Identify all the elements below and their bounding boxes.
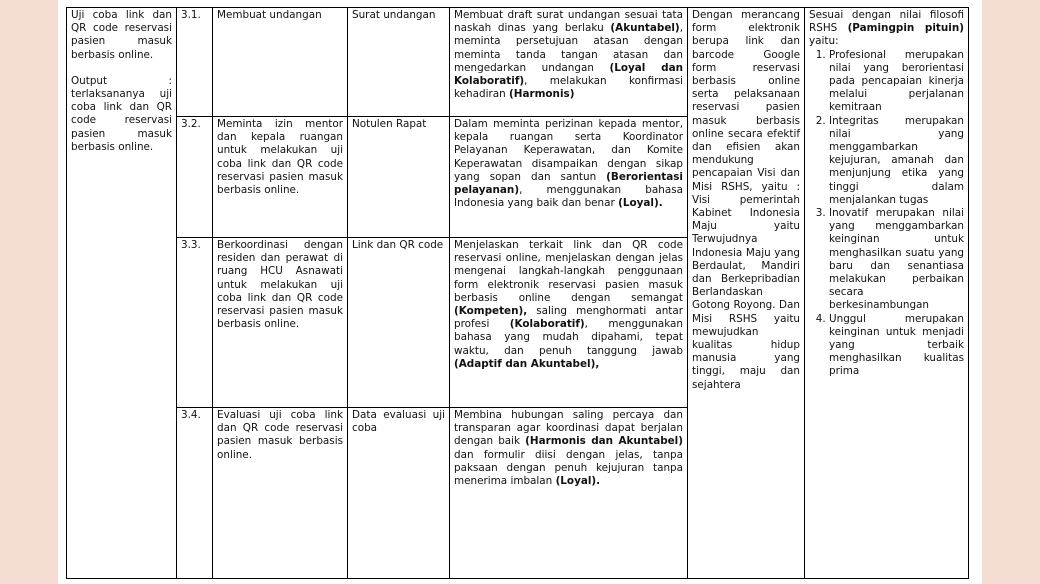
core-value-emphasis: (Adaptif dan Akuntabel), [454, 357, 600, 370]
task-text: Evaluasi uji coba link dan QR code reservasi pasien masuk berbasis online. [213, 408, 348, 579]
description-run: Menjelaskan terkait link dan QR code reservasi online, menjelaskan dengan jelas mengenai langkah-langkah penggunaan form elektronik reservasi pasien masuk berbasis online dengan semangat [454, 239, 683, 304]
description-text [450, 238, 688, 408]
list-item: 4. Unggul merupakan keinginan untuk menjadi yang terbaik menghasilkan kualitas prima [829, 313, 964, 379]
values-intro: Sesuai dengan nilai filosofi RSHS (Pamingpin pituin) yaitu: [809, 9, 964, 48]
activity-text: Uji coba link dan QR code reservasi pasien masuk berbasis online. [71, 9, 172, 61]
task-text: Membuat undangan [213, 8, 348, 117]
core-value-emphasis: (Harmonis) [509, 88, 575, 101]
output-text: Link dan QR code [348, 238, 450, 408]
description-run: , melakukan konfirmasi kehadiran [454, 75, 683, 101]
activity-table [66, 7, 969, 579]
description-text [450, 117, 688, 238]
description-text [450, 408, 688, 579]
description-run: , meminta persetujuan atasan dengan meminta tanda tangan atasan dan mengedarkan undangan [454, 22, 683, 74]
list-item: 3. Inovatif merupakan nilai yang menggambarkan keinginan untuk menghasilkan suatu yang baru dan senantiasa melakukan perbaikan secara berkesinambungan [829, 207, 964, 313]
core-value-emphasis: (Kolaboratif) [509, 318, 585, 331]
core-value-emphasis: (Kompeten), [454, 305, 528, 318]
output-text: Notulen Rapat [348, 117, 450, 238]
activity-output-text: Output : terlaksananya uji coba link dan QR code reservasi pasien masuk berbasis online. [71, 74, 172, 153]
vision-mission-cell: Dengan merancang form elektronik berupa link dan barcode Google form reservasi berbasis online serta pelaksanaan reservasi pasien masuk berbasis online secara efektif dan efisien akan mendukung pencapaian Visi dan Misi RSHS, yaitu : Visi pemerintah Kabinet Indonesia Maju yaitu Terwujudnya Indonesia Maju yang Berdaulat, Mandiri dan Berkepribadian Berlandaskan Gotong Royong. Dan Misi RSHS yaitu mewujudkan kualitas hidup manusia yang tinggi, maju dan sejahtera [688, 8, 805, 579]
core-value-emphasis: (Loyal). [555, 475, 601, 488]
values-list [809, 49, 964, 379]
list-item: 1. Profesional merupakan nilai yang berorientasi pada pencapaian kinerja melalui perjalanan kemitraan [829, 49, 964, 115]
description-run: , menggunakan bahasa Indonesia yang baik dan benar [454, 184, 683, 210]
description-run: saling menghormati antar profesi [454, 305, 683, 331]
row-number: 3.3. [177, 238, 213, 408]
description-text [450, 8, 688, 117]
table-row [67, 8, 969, 117]
core-value-emphasis: (Berorientasi pelayanan) [454, 170, 683, 197]
row-number: 3.4. [177, 408, 213, 579]
values-cell [805, 8, 969, 579]
list-item: 2. Integritas merupakan nilai yang menggambarkan kejujuran, amanah dan menjunjung etika yang tinggi dalam menjalankan tugas [829, 115, 964, 207]
description-run: Dalam meminta perizinan kepada mentor, kepala ruangan serta Koordinator Pelayanan Keperawatan, dan Komite Keperawatan disampaikan dengan sikap yang sopan dan santun [454, 118, 683, 183]
task-text: Meminta izin mentor dan kepala ruangan untuk melakukan uji coba link dan QR code reservasi pasien masuk berbasis online. [213, 117, 348, 238]
row-number: 3.1. [177, 8, 213, 117]
core-value-emphasis: (Loyal). [618, 197, 663, 210]
description-run: , menggunakan bahasa yang mudah dipahami, tepat waktu, dan penuh tanggung jawab [454, 318, 683, 357]
core-value-emphasis: (Akuntabel) [610, 22, 680, 35]
row-number: 3.2. [177, 117, 213, 238]
output-text: Data evaluasi uji coba [348, 408, 450, 579]
description-run: dan formulir diisi dengan jelas, tanpa paksaan dengan penuh kejujuran tanpa menerima imbalan [454, 448, 683, 488]
output-text: Surat undangan [348, 8, 450, 117]
activity-cell [67, 8, 177, 579]
description-run: Membina hubungan saling percaya dan transparan agar koordinasi dapat berjalan dengan baik [454, 409, 683, 448]
task-text: Berkoordinasi dengan residen dan perawat di ruang HCU Asnawati untuk melakukan uji coba link dan QR code reservasi pasien masuk berbasis online. [213, 238, 348, 408]
core-value-emphasis: (Loyal dan Kolaboratif) [454, 61, 684, 88]
description-run: Membuat draft surat undangan sesuai tata naskah dinas yang berlaku [454, 9, 683, 35]
core-value-emphasis: (Harmonis dan Akuntabel) [525, 435, 683, 448]
